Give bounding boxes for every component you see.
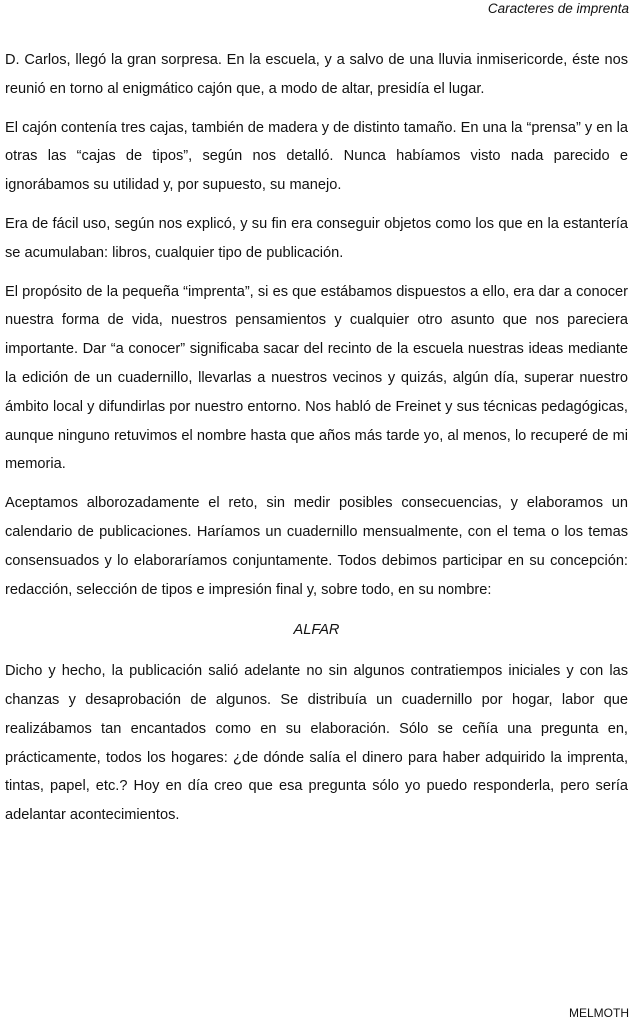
paragraph: El cajón contenía tres cajas, también de madera y de distinto tamaño. En una la “prensa” y en la otras las “cajas de tipos”, según nos detalló. Nunca habíamos visto nada parecido e ignorábamos su utilidad y, por supuesto, su manejo. — [5, 119, 628, 194]
paragraph-final: Dicho y hecho, la publicación salió adelante no sin algunos contratiempos iniciales y con las chanzas y desaprobación de algunos. Se distribuía un cuadernillo por hogar, labor que realizábamos tan encantados como en su elaboración. Sólo se ceñía una pregunta en, prácticamente, todos los hogares: ¿de dónde salía el dinero para haber adquirido la imprenta, tintas, papel, etc.? Hoy en día creo que esa pregunta sólo yo puedo responderla, pero sería adelantar acontecimientos. — [5, 663, 628, 824]
paragraph: Aceptamos alborozadamente el reto, sin medir posibles consecuencias, y elaboramos un calendario de publicaciones. Haríamos un cuadernillo mensualmente, con el tema o los temas consensuados y lo elaboraríamos conjuntamente. Todos debimos participar en su concepción: redacción, selección de tipos e impresión final y, sobre todo, en su nombre: — [5, 495, 628, 598]
document-body — [5, 46, 628, 830]
publication-name: ALFAR — [293, 622, 340, 639]
page-header-title: Caracteres de imprenta — [487, 1, 629, 16]
paragraph: El propósito de la pequeña “imprenta”, si es que estábamos dispuestos a ello, era dar a conocer nuestra forma de vida, nuestros pensamientos y cualquier otro asunto que nos pareciera importante. Dar “a conocer” significaba sacar del recinto de la escuela nuestras ideas mediante la edición de un cuadernillo, llevarlas a nuestros vecinos y quizás, algún día, superar nuestro ámbito local y difundirlas por nuestro entorno. Nos habló de Freinet y sus técnicas pedagógicas, aunque ninguno retuvimos el nombre hasta que años más tarde yo, al menos, lo recuperé de mi memoria. — [5, 283, 628, 473]
paragraph: D. Carlos, llegó la gran sorpresa. En la escuela, y a salvo de una lluvia inmisericorde, éste nos reunió en torno al enigmático cajón que, a modo de altar, presidía el lugar. — [5, 52, 628, 97]
paragraph: Era de fácil uso, según nos explicó, y su fin era conseguir objetos como los que en la estantería se acumulaban: libros, cualquier tipo de publicación. — [5, 215, 628, 261]
page-footer-author: MELMOTH — [569, 1006, 629, 1020]
